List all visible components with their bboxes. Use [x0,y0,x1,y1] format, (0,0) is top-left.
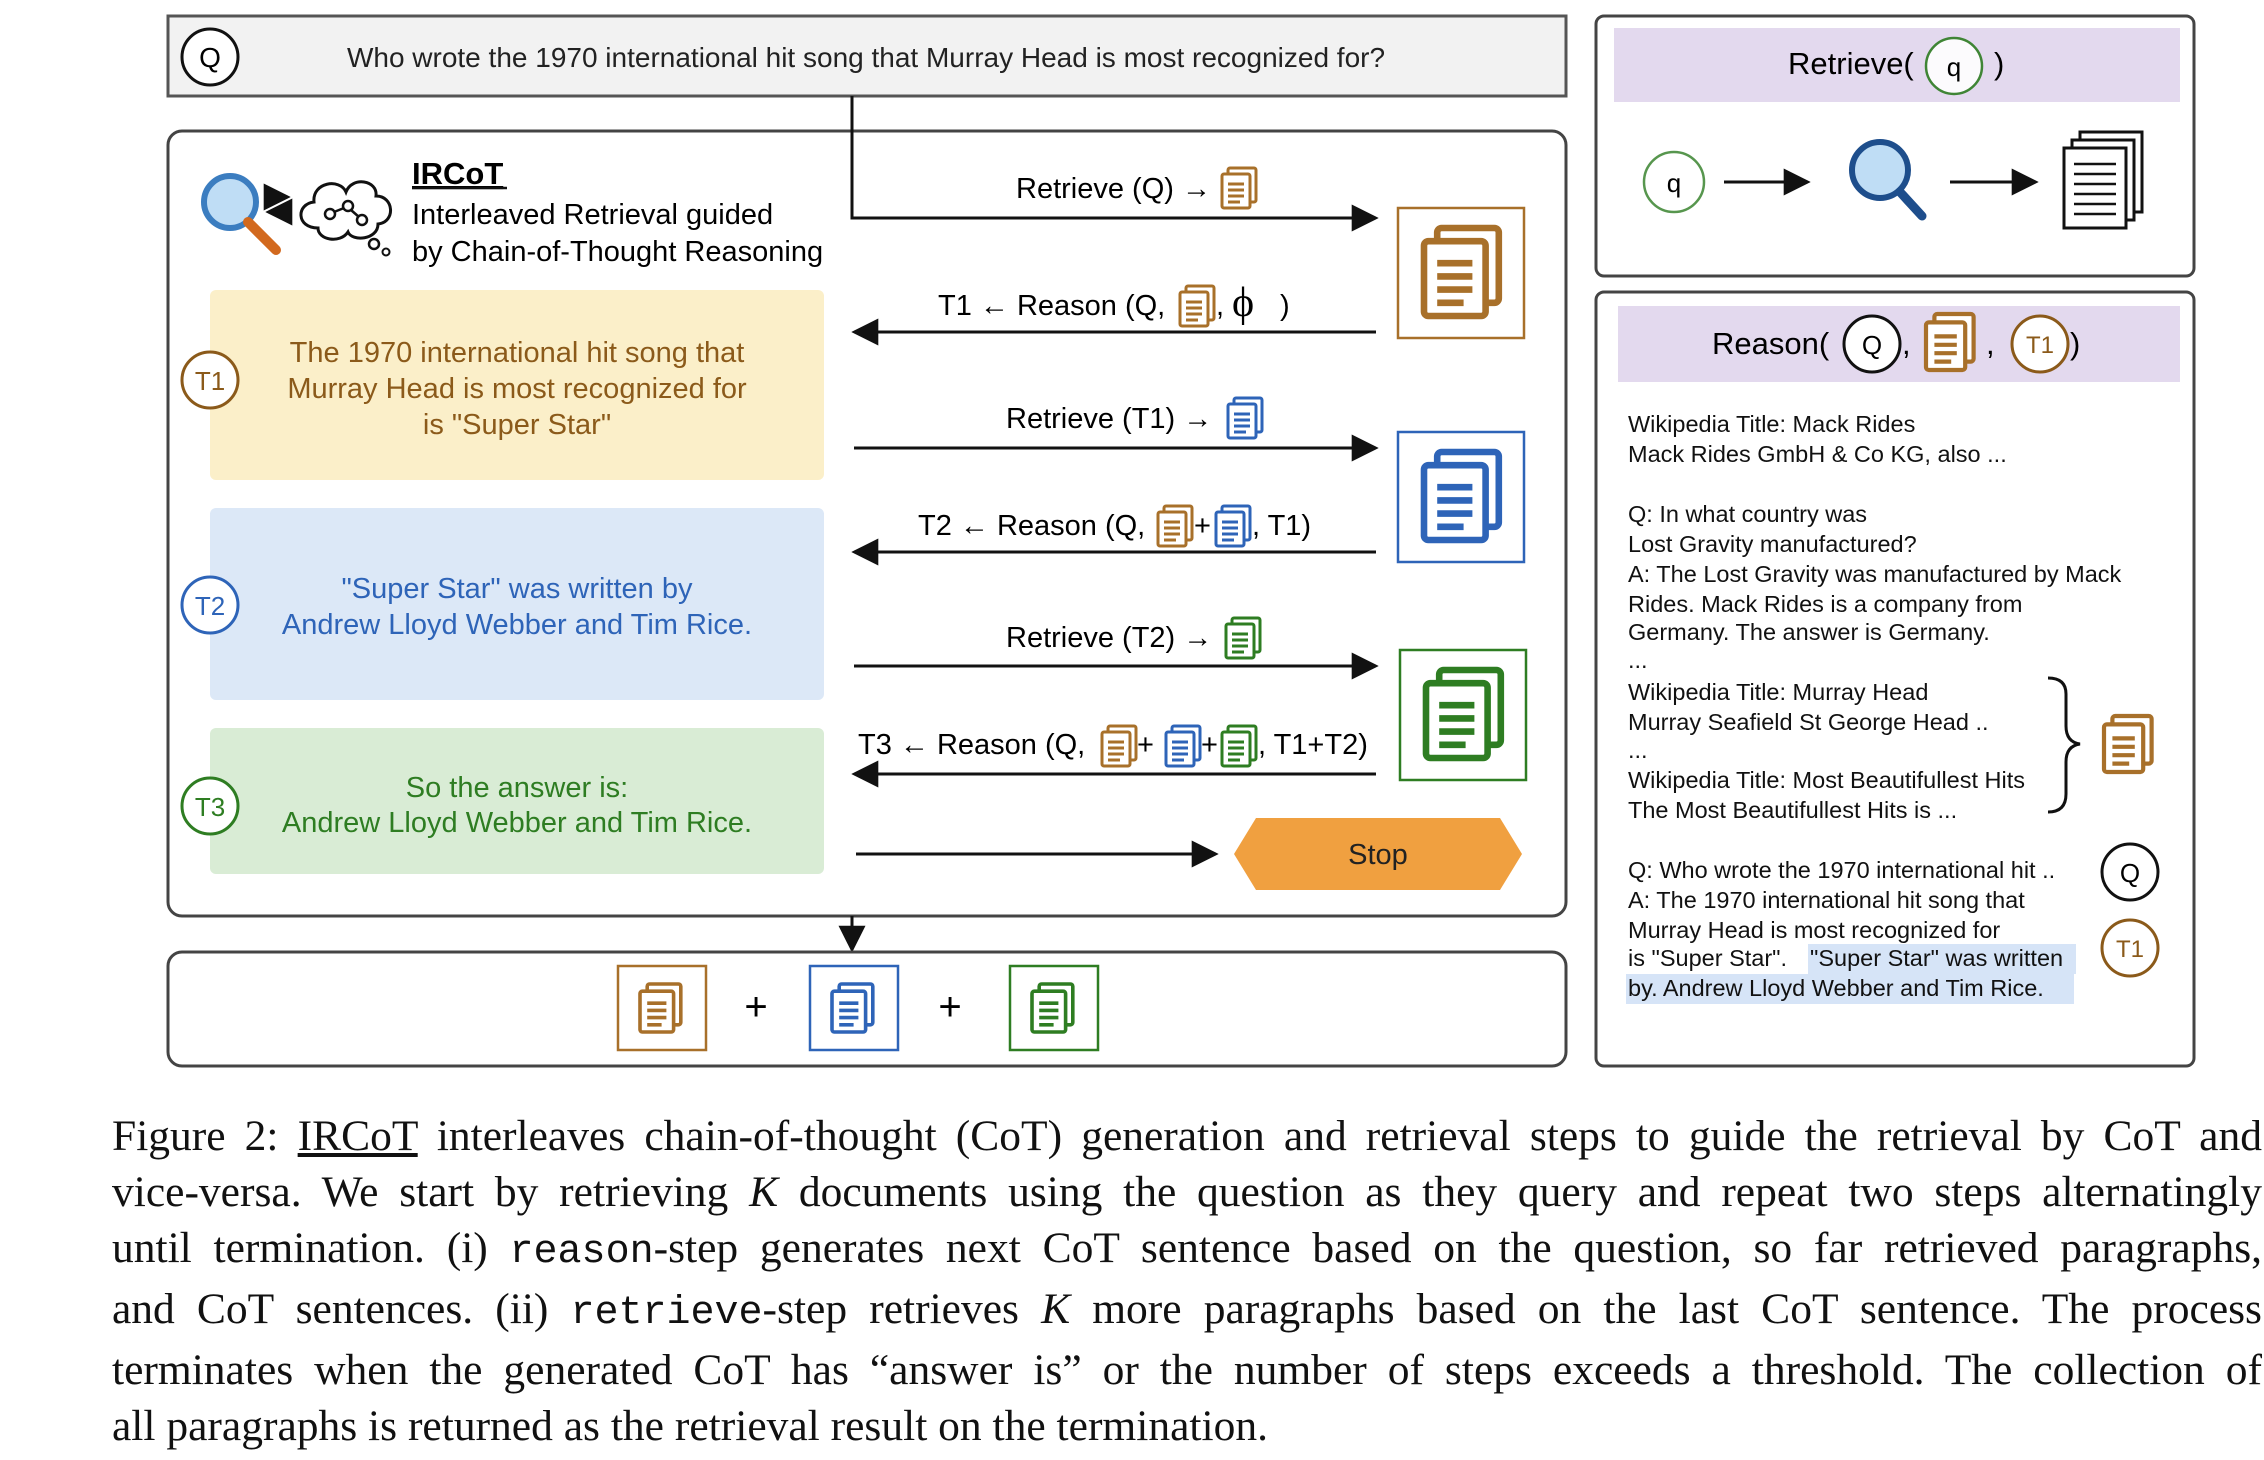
retrieved-docs-green [1400,650,1526,780]
svg-text:q: q [1666,168,1682,198]
result-doc-blue [810,966,898,1050]
doc-icon-orange [1222,168,1256,208]
reason-line: Murray Seafield St George Head .. [1628,709,1989,735]
document-stack-icon [2064,132,2142,228]
ircot-subtitle-1: Interleaved Retrieval guided [412,199,774,231]
doc-icon-orange [1180,286,1214,326]
reason-line: Mack Rides GmbH & Co KG, also ... [1628,441,2007,467]
reason-t1-label: T1 ← Reason (Q, [938,290,1166,322]
thought-t1-line-3: is "Super Star" [422,409,612,441]
reason-panel-title: Reason( [1712,326,1830,361]
thought-t1 [182,290,824,480]
retrieved-docs-orange [1398,208,1524,338]
reason-line: Wikipedia Title: Murray Head [1628,679,1929,705]
thought-t2-line-2: Andrew Lloyd Webber and Tim Rice. [281,609,753,641]
svg-text:,: , [1986,326,1995,361]
result-doc-orange [618,966,706,1050]
thought-t1-line-2: Murray Head is most recognized for [287,373,747,405]
reason-line: by. Andrew Lloyd Webber and Tim Rice. [1628,975,2044,1001]
thought-t3 [182,728,824,874]
reason-line: Q: In what country was [1628,501,1868,527]
reason-line: Germany. The answer is Germany. [1628,619,1990,645]
reason-line: Lost Gravity manufactured? [1628,531,1917,557]
svg-text:): ) [1280,290,1290,322]
retrieve-t1-label: Retrieve (T1) → [1006,403,1213,435]
reason-line: Q: Who wrote the 1970 international hit .. [1628,857,2056,883]
reason-line: A: The Lost Gravity was manufactured by Mack [1628,561,2122,587]
svg-text:T1: T1 [2025,332,2055,359]
question-bar [168,16,1566,96]
svg-text:): ) [2070,326,2081,361]
doc-icon-orange [2104,716,2152,772]
doc-icon-blue [1166,726,1200,766]
svg-text:,: , [1902,326,1911,361]
reason-line: is "Super Star". [1628,945,1788,971]
reason-line: Rides. Mack Rides is a company from [1628,591,2023,617]
doc-icon-green [1226,618,1260,658]
doc-icon-green [1222,726,1256,766]
svg-text:, T1): , T1) [1252,510,1312,542]
retrieved-docs-blue [1398,432,1524,562]
svg-text:Q: Q [1861,330,1883,360]
figure-caption: Figure 2: IRCoT interleaves chain-of-thought (CoT) generation and retrieval steps to guide the retrieval by CoT and vice-versa. We start by retrieving K documents using the question as they query and repeat two steps alternatingly until termination. (i) reason-step generates next CoT sentence based on the question, so far retrieved paragraphs, and CoT sentences. (ii) retrieve-step retrieves K more paragraphs based on the last CoT sentence. The process terminates when the generated CoT has “answer is” or the number of steps exceeds a threshold. The collection of all paragraphs is returned as the retrieval result on the termination. [112,1112,2263,1450]
ircot-subtitle-2: by Chain-of-Thought Reasoning [412,236,824,268]
retrieve-panel [1596,16,2194,276]
ircot-title: IRCoT [412,156,504,191]
svg-text:+: + [1137,729,1154,761]
svg-text:T2: T2 [194,591,226,621]
thought-t2-line-1: "Super Star" was written by [341,573,693,605]
svg-text:T1: T1 [2115,936,2145,963]
doc-icon-orange [1158,506,1192,546]
thought-t3-line-1: So the answer is: [405,772,629,804]
reason-line: ... [1628,737,1648,763]
thought-t1-line-1: The 1970 international hit song that [289,337,745,369]
retrieve-t2-label: Retrieve (T2) → [1006,622,1213,654]
result-plus-1: + [744,985,768,1029]
reason-line: Wikipedia Title: Most Beautifullest Hits [1628,767,2026,793]
reason-line: The Most Beautifullest Hits is ... [1628,797,1958,823]
ircot-link: IRCoT [297,1112,418,1160]
reason-t2-label: T2 ← Reason (Q, [918,510,1146,542]
reason-line: ... [1628,647,1648,673]
doc-icon-orange [1926,314,1974,370]
stop-node [1234,818,1522,890]
svg-text:Q: Q [2119,858,2141,888]
thought-t2 [182,508,824,700]
reason-line: A: The 1970 international hit song that [1628,887,2025,913]
thought-t3-line-2: Andrew Lloyd Webber and Tim Rice. [281,807,753,839]
svg-text:T1: T1 [194,366,226,396]
question-badge-label: Q [199,42,221,73]
svg-text:,: , [1216,290,1225,322]
svg-text:+: + [1201,729,1218,761]
question-text: Who wrote the 1970 international hit song that Murray Head is most recognized for? [346,42,1386,73]
reason-t3-label: T3 ← Reason (Q, [858,729,1086,761]
result-plus-2: + [938,985,962,1029]
reason-line: Wikipedia Title: Mack Rides [1628,411,1916,437]
svg-text:, T1+T2): , T1+T2) [1258,729,1368,761]
svg-text:Stop: Stop [1348,839,1408,871]
phi-symbol: ϕ [1232,280,1255,326]
result-doc-green [1010,966,1098,1050]
retrieve-panel-title: Retrieve( [1788,46,1914,81]
svg-text:q: q [1946,52,1962,82]
reason-panel [1596,292,2194,1066]
reason-line: Murray Head is most recognized for [1628,917,2001,943]
doc-icon-blue [1216,506,1250,546]
svg-text:T3: T3 [194,792,226,822]
doc-icon-blue [1228,398,1262,438]
doc-icon-orange [1102,726,1136,766]
svg-text:): ) [1994,46,2005,81]
reason-line: "Super Star" was written [1810,945,2064,971]
svg-text:+: + [1194,510,1211,542]
retrieve-q-label: Retrieve (Q) → [1016,173,1211,205]
